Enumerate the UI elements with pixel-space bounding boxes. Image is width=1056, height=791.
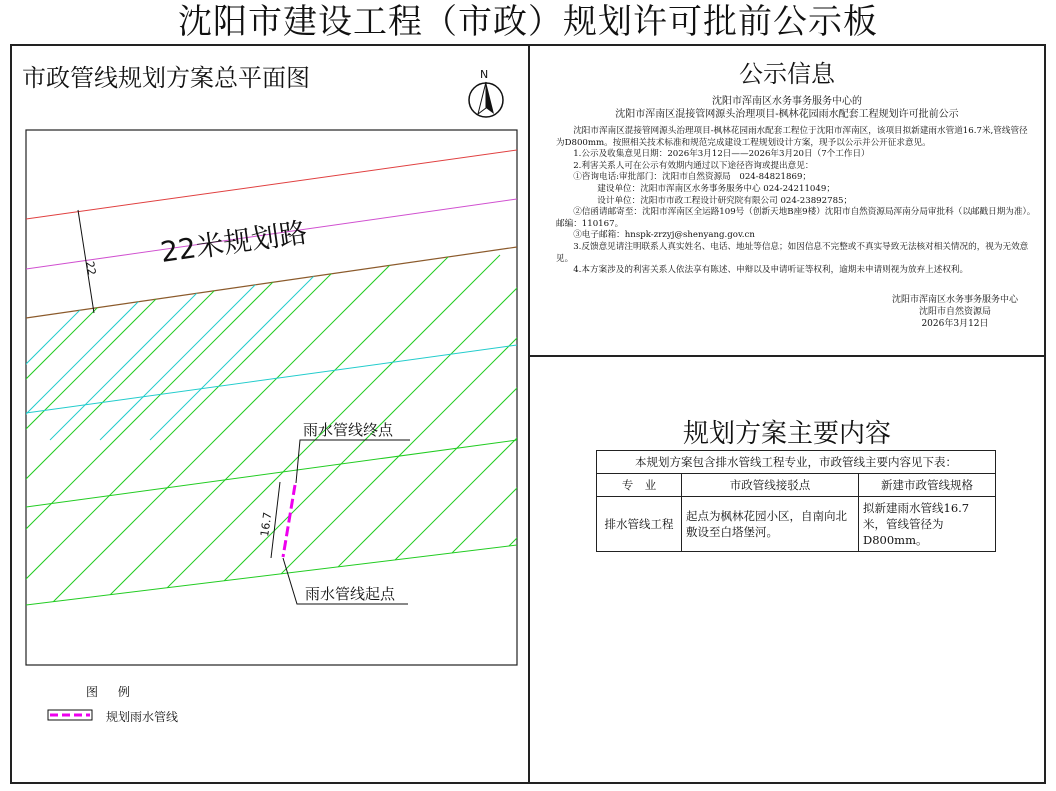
board-title: 沈阳市建设工程（市政）规划许可批前公示板 [178,2,878,42]
road-width-label: 22 [83,260,99,277]
notice-date: 2026年3月12日 [921,319,989,329]
notice-subtitle-1: 沈阳市浑南区水务事务服务中心的 [712,96,862,107]
notice-item-1: 1.公示及收集意见日期：2026年3月12日——2026年3月20日（7个工作日） [573,149,870,160]
notice-item-2-5: ③电子邮箱：hnspk-zrzyj@shenyang.gov.cn [573,230,755,241]
notice-title: 公示信息 [739,60,835,88]
legend-item-label: 规划雨水管线 [106,710,179,724]
plan-header-row [597,474,996,497]
horizontal-divider [528,355,1046,357]
notice-item-3: 3.反馈意见请注明联系人真实姓名、电话、地址等信息；如因信息不完整或不真实导致无法核对相关情况的，视为无效意见。 [556,241,1029,264]
map-frame [26,130,517,665]
signer-1: 沈阳市浑南区水务事务服务中心 [891,295,1018,305]
notice-body [556,126,1036,277]
road-brown-edge [26,247,517,318]
plan-title: 规划方案主要内容 [682,419,891,449]
notice-item-2-2: 建设单位：沈阳市浑南区水务事务服务中心 024-24211049； [597,183,835,194]
north-arrow-icon [469,82,503,117]
notice-subtitle-2: 沈阳市浑南区混接管网源头治理项目-枫林花园雨水配套工程规划许可批前公示 [615,109,959,120]
notice-item-4: 4.本方案涉及的利害关系人依法享有陈述、申辩以及申请听证等权利，逾期未申请则视为放弃上述权利。 [573,265,969,276]
header-connection: 市政管线接驳点 [682,474,859,497]
header-spec: 新建市政管线规格 [859,474,996,497]
cell-discipline: 排水管线工程 [597,497,682,552]
table-row [597,497,996,552]
site-hatch [0,220,528,605]
plan-intro-row [597,451,996,474]
notice-item-2-4: ②信函请邮寄至：沈阳市浑南区全运路109号（创新天地B座9楼）沈阳市自然资源局浑南分局审批科（以邮戳日期为准）。邮编：110167。 [556,207,1036,229]
start-point-label: 雨水管线起点 [305,585,396,603]
signer-2: 沈阳市自然资源局 [918,307,991,317]
header-discipline: 专 业 [597,474,682,497]
end-point-label: 雨水管线终点 [303,421,394,439]
map-title: 市政管线规划方案总平面图 [22,64,310,92]
notice-item-2-1: ①咨询电话:审批部门：沈阳市自然资源局 024-84821869； [573,172,812,183]
north-label: N [480,68,489,81]
cell-connection: 起点为枫林花园小区，自南向北敷设至白塔堡河。 [682,497,859,552]
notice-item-2-3: 设计单位：沈阳市市政工程设计研究院有限公司 024-23892785； [597,195,853,206]
notice-item-2: 2.利害关系人可在公示有效期内通过以下途径咨询或提出意见： [573,160,814,171]
plan-intro: 本规划方案包含排水管线工程专业，市政管线主要内容见下表： [597,451,996,474]
rain-pipe [283,485,295,557]
notice-intro: 沈阳市浑南区混接管网源头治理项目-枫林花园雨水配套工程位于沈阳市浑南区，该项目拟新建雨水管道16.7米,管线管径为D800mm。按照相关技术标准和规范完成建设工程规划设计方案，现予以公示并公开征求意见。 [556,126,1028,148]
road-label: 22米规划路 [158,215,310,269]
road-red-edge [26,150,517,219]
plan-table [596,450,996,552]
cell-spec: 拟新建雨水管线16.7米，管线管径为D800mm。 [859,497,996,552]
pipe-length-label: 16.7 [258,511,275,538]
legend-title: 图 例 [86,685,138,699]
